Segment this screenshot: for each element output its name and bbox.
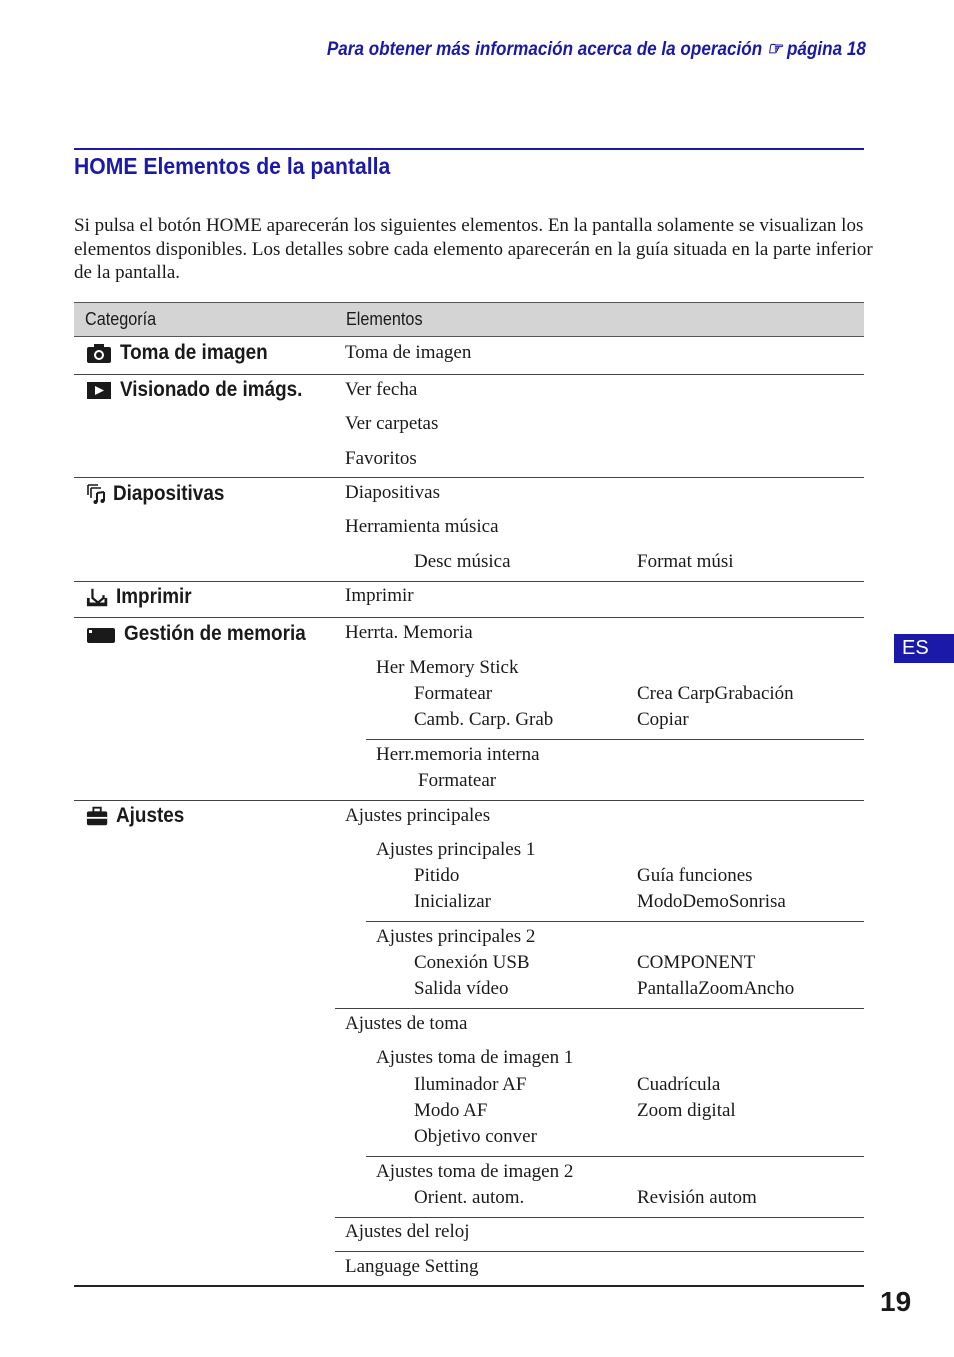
list-item: Cuadrícula — [637, 1074, 721, 1095]
list-item: Imprimir — [345, 585, 414, 606]
category-label: Diapositivas — [113, 482, 225, 505]
camera-icon — [86, 342, 112, 364]
sub-divider — [366, 739, 864, 740]
category-viewing — [86, 378, 323, 402]
list-item: Format músi — [637, 551, 734, 572]
list-item: Herrta. Memoria — [345, 622, 473, 643]
sub-divider — [335, 1217, 864, 1218]
category-label: Imprimir — [116, 585, 192, 608]
title-rule — [74, 148, 864, 150]
section-title: HOME Elementos de la pantalla — [74, 153, 391, 179]
play-icon — [86, 379, 112, 401]
list-item: Ver carpetas — [345, 413, 439, 434]
list-item: Modo AF — [414, 1100, 488, 1121]
list-item: Herr.memoria interna — [376, 744, 540, 765]
list-item: Crea CarpGrabación — [637, 683, 794, 704]
list-item: ModoDemoSonrisa — [637, 891, 786, 912]
list-item: Ajustes de toma — [345, 1013, 468, 1034]
category-label: Gestión de memoria — [124, 622, 306, 645]
header-page-reference: Para obtener más información acerca de la operación ☞ página 18 — [327, 39, 866, 60]
list-item: Ajustes toma de imagen 2 — [376, 1161, 574, 1182]
sub-divider — [366, 1156, 864, 1157]
list-item: Language Setting — [345, 1256, 479, 1277]
category-slideshow — [86, 482, 237, 506]
category-label: Toma de imagen — [120, 341, 268, 364]
list-item: PantallaZoomAncho — [637, 978, 795, 999]
list-item: Desc música — [414, 551, 511, 572]
sub-divider — [366, 921, 864, 922]
list-item: Salida vídeo — [414, 978, 509, 999]
list-item: Inicializar — [414, 891, 492, 912]
list-item: Herramienta música — [345, 516, 499, 537]
column-header-items: Elementos — [346, 309, 423, 329]
print-icon — [86, 586, 110, 608]
list-item: Ver fecha — [345, 379, 418, 400]
list-item: Objetivo conver — [414, 1126, 537, 1147]
table-header — [74, 302, 864, 337]
list-item: Pitido — [414, 865, 460, 886]
row-divider — [74, 477, 864, 478]
list-item: Camb. Carp. Grab — [414, 709, 554, 730]
memory-card-icon — [86, 623, 116, 645]
category-label: Visionado de imágs. — [120, 378, 303, 401]
category-memory — [86, 622, 326, 646]
row-divider — [74, 800, 864, 801]
column-header-category: Categoría — [85, 309, 157, 329]
category-shooting — [86, 341, 284, 365]
list-item: Revisión autom — [637, 1187, 757, 1208]
list-item: Iluminador AF — [414, 1074, 527, 1095]
list-item: Ajustes principales 1 — [376, 839, 536, 860]
list-item: Ajustes toma de imagen 1 — [376, 1047, 574, 1068]
language-tab: ES — [894, 634, 954, 663]
list-item: Formatear — [418, 770, 497, 791]
list-item: Conexión USB — [414, 952, 530, 973]
list-item: Zoom digital — [637, 1100, 736, 1121]
category-label: Ajustes — [116, 804, 185, 827]
list-item: Ajustes principales — [345, 805, 491, 826]
category-print — [86, 585, 200, 609]
list-item: Guía funciones — [637, 865, 753, 886]
page-number: 19 — [880, 1286, 912, 1317]
list-item: Orient. autom. — [414, 1187, 525, 1208]
sub-divider — [335, 1251, 864, 1252]
intro-paragraph: Si pulsa el botón HOME aparecerán los siguientes elementos. En la pantalla solamente se visualizan los elementos disponibles. Los detalles sobre cada elemento aparecerán en la guía situada en la parte inferior de la pantalla. — [74, 215, 873, 283]
table-bottom-rule — [74, 1285, 864, 1287]
category-settings — [86, 804, 192, 828]
row-divider — [74, 374, 864, 375]
list-item: Copiar — [637, 709, 689, 730]
list-item: Favoritos — [345, 448, 417, 469]
sub-divider — [335, 1008, 864, 1009]
slideshow-music-icon — [86, 483, 108, 505]
toolbox-icon — [86, 805, 110, 827]
list-item: Her Memory Stick — [376, 657, 519, 678]
row-divider — [74, 617, 864, 618]
list-item: Ajustes principales 2 — [376, 926, 536, 947]
list-item: Ajustes del reloj — [345, 1221, 470, 1242]
list-item: COMPONENT — [637, 952, 756, 973]
list-item: Diapositivas — [345, 482, 440, 503]
list-item: Formatear — [414, 683, 493, 704]
list-item: Toma de imagen — [345, 342, 472, 363]
row-divider — [74, 581, 864, 582]
